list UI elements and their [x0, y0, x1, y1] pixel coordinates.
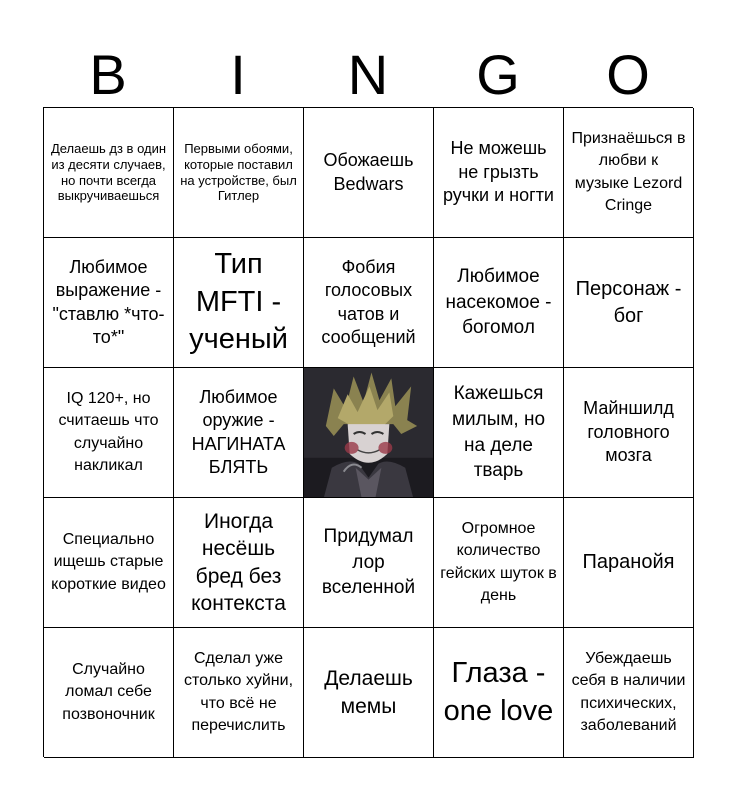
bingo-cell-3-5[interactable]: Майншилд головного мозга — [564, 368, 694, 498]
bingo-cell-3-2[interactable]: Любимое оружие - НАГИНАТА БЛЯТЬ — [174, 368, 304, 498]
header-letter-g: G — [476, 43, 520, 106]
bingo-cell-4-3[interactable]: Придумал лор вселенной — [304, 498, 434, 628]
bingo-cell-4-1[interactable]: Специально ищешь старые короткие видео — [44, 498, 174, 628]
header-letter-i: I — [230, 43, 246, 106]
bingo-cell-1-2[interactable]: Первыми обоями, которые поставил на устройстве, был Гитлер — [174, 108, 304, 238]
bingo-cell-5-3[interactable]: Делаешь мемы — [304, 628, 434, 758]
bingo-cell-4-5[interactable]: Паранойя — [564, 498, 694, 628]
bingo-cell-4-4[interactable]: Огромное количество гейских шуток в день — [434, 498, 564, 628]
free-space-cell[interactable] — [304, 368, 434, 498]
bingo-cell-2-5[interactable]: Персонаж - бог — [564, 238, 694, 368]
anime-character-avatar-icon — [304, 368, 433, 498]
bingo-header — [43, 40, 693, 110]
bingo-cell-1-5[interactable]: Признаёшься в любви к музыке Lezord Cringe — [564, 108, 694, 238]
bingo-cell-3-1[interactable]: IQ 120+, но считаешь что случайно накликал — [44, 368, 174, 498]
bingo-cell-2-1[interactable]: Любимое выражение - "ставлю *что-то*" — [44, 238, 174, 368]
bingo-cell-5-1[interactable]: Случайно ломал себе позвоночник — [44, 628, 174, 758]
bingo-cell-1-1[interactable]: Делаешь дз в один из десяти случаев, но почти всегда выкручиваешься — [44, 108, 174, 238]
bingo-cell-1-4[interactable]: Не можешь не грызть ручки и ногти — [434, 108, 564, 238]
bingo-cell-2-3[interactable]: Фобия голосовых чатов и сообщений — [304, 238, 434, 368]
bingo-grid — [43, 107, 693, 757]
bingo-cell-2-4[interactable]: Любимое насекомое - богомол — [434, 238, 564, 368]
bingo-cell-2-2[interactable]: Тип MFTI - ученый — [174, 238, 304, 368]
bingo-cell-4-2[interactable]: Иногда несёшь бред без контекста — [174, 498, 304, 628]
header-letter-b: B — [89, 43, 127, 106]
header-letter-o: O — [606, 43, 650, 106]
bingo-cell-3-4[interactable]: Кажешься милым, но на деле тварь — [434, 368, 564, 498]
bingo-cell-1-3[interactable]: Обожаешь Bedwars — [304, 108, 434, 238]
bingo-cell-5-2[interactable]: Сделал уже столько хуйни, что всё не перечислить — [174, 628, 304, 758]
header-letter-n: N — [347, 43, 389, 106]
bingo-cell-5-5[interactable]: Убеждаешь себя в наличии психических, заболеваний — [564, 628, 694, 758]
bingo-cell-5-4[interactable]: Глаза - one love — [434, 628, 564, 758]
